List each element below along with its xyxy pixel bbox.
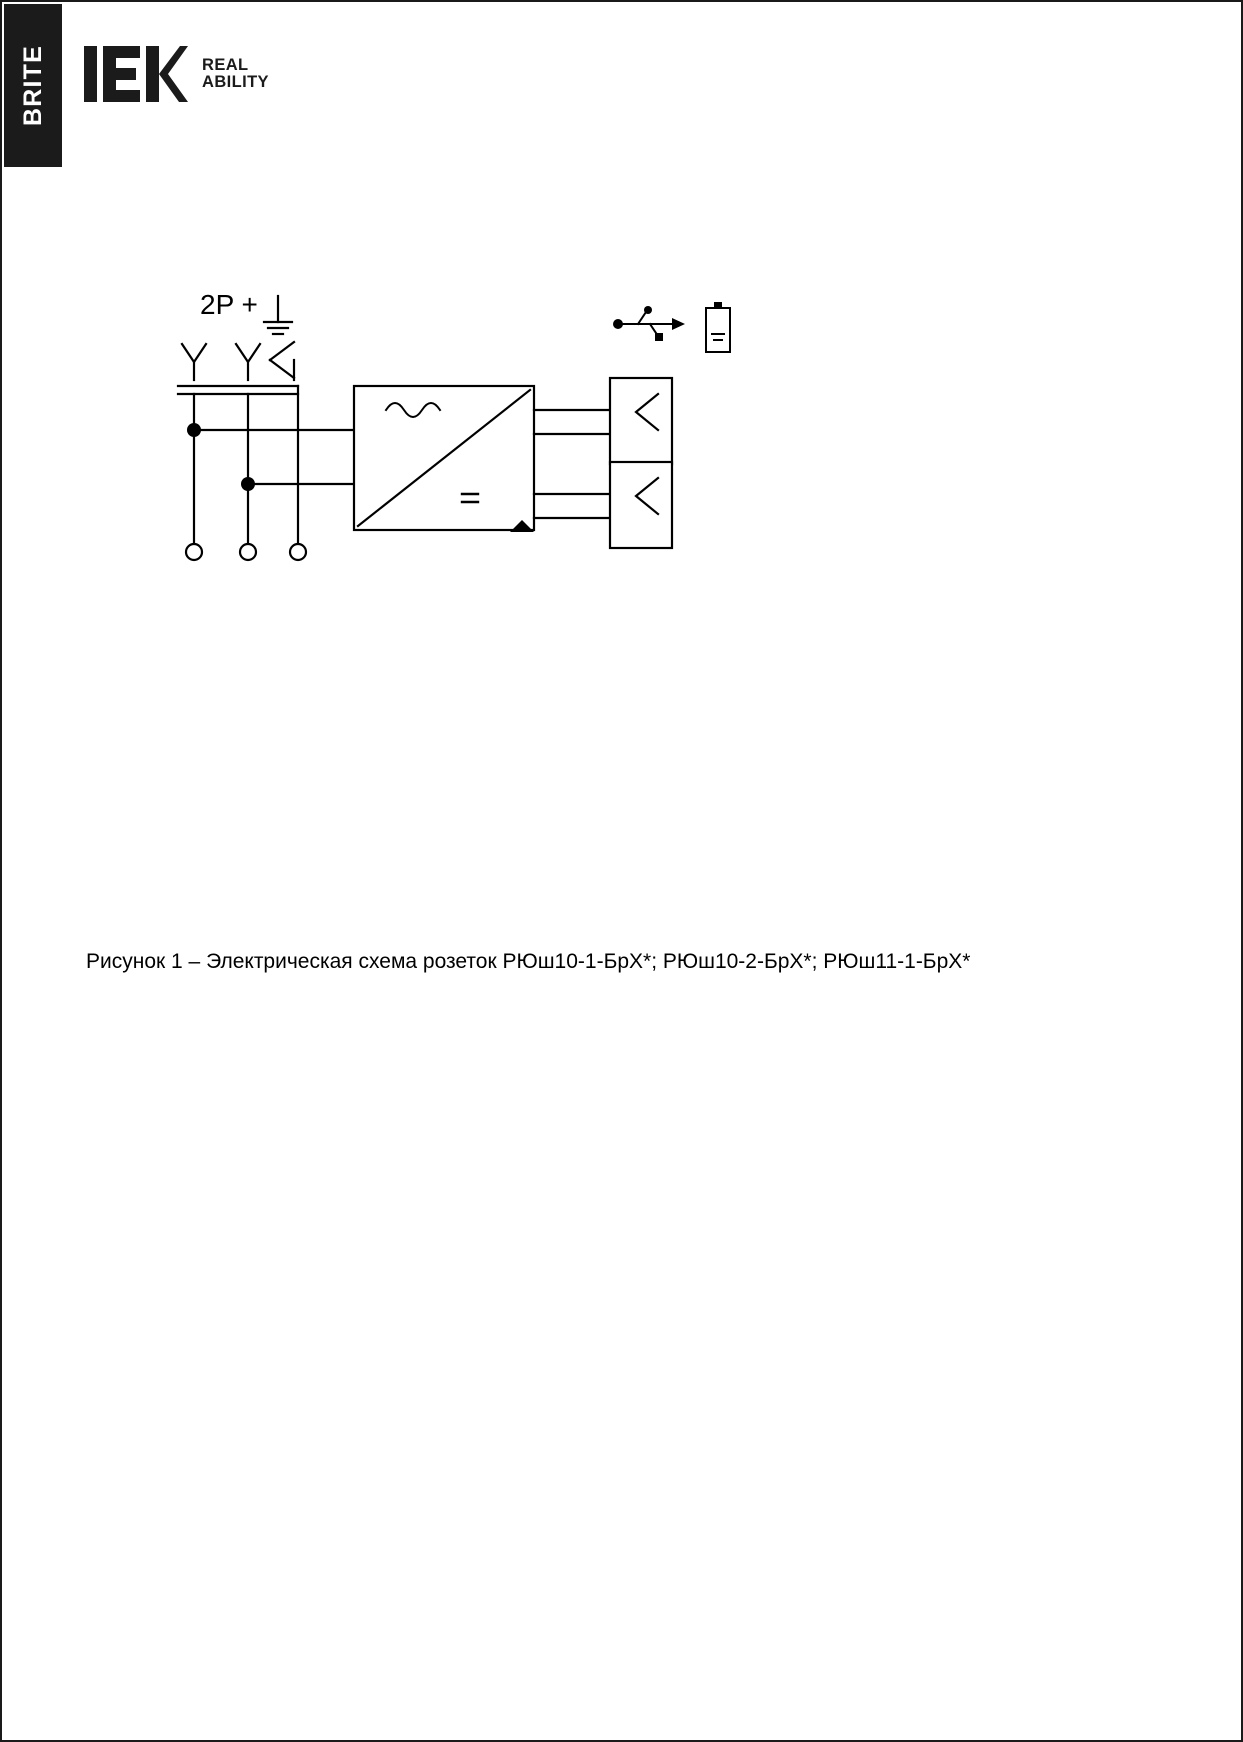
terminal-label: 2P + <box>200 289 258 320</box>
battery-icon <box>706 302 730 352</box>
usb-port-2 <box>610 462 672 548</box>
iek-logo <box>84 42 269 106</box>
brand-tab <box>4 4 62 167</box>
figure-caption: Рисунок 1 – Электрическая схема розеток РЮш10-1-БрХ*; РЮш10-2-БрХ*; РЮш11-1-БрХ* <box>86 950 971 973</box>
terminal-contact-n <box>236 344 260 380</box>
logo-tagline-line2: ABILITY <box>202 73 269 91</box>
logo-tagline-line1: REAL <box>202 55 249 74</box>
usb-icon <box>613 306 685 341</box>
usb-port-1 <box>610 378 672 464</box>
electrical-schematic <box>142 282 862 602</box>
socket-terminal-pe <box>290 544 306 560</box>
brand-tab-label: BRITE <box>18 45 47 126</box>
socket-terminal-n <box>240 544 256 560</box>
iek-logo-mark <box>84 42 188 106</box>
iek-logo-tagline <box>202 57 269 92</box>
socket-terminal-l <box>186 544 202 560</box>
terminal-contact-l <box>182 344 206 380</box>
earth-ground-icon <box>264 296 292 334</box>
terminal-contact-pe <box>270 342 294 380</box>
